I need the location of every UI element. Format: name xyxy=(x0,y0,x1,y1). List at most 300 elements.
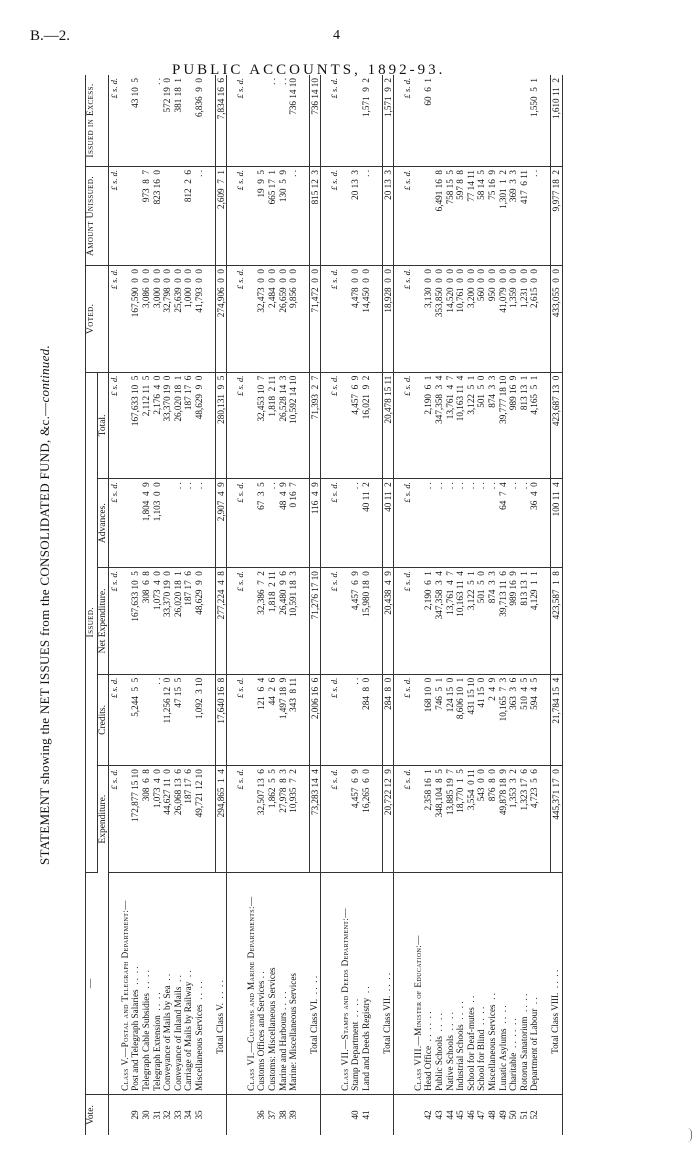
cell-voted: 1,000 0 0 xyxy=(183,265,194,372)
margin-mark xyxy=(683,1128,692,1142)
vote-number: 45 xyxy=(455,1110,466,1120)
cell-net: 26,020 18 1 xyxy=(173,568,184,675)
cell-tot: 1,818 2 11 xyxy=(267,372,278,479)
vote-number: 38 xyxy=(277,1110,288,1120)
cell-tot: 3,122 5 1 xyxy=(466,372,477,479)
cell-net: 26,480 9 6 xyxy=(278,568,289,675)
cell-un: 369 3 3 xyxy=(508,166,519,265)
vote-number: 41 xyxy=(361,1110,372,1120)
units-label: £ s. d. xyxy=(329,75,340,166)
units-label: £ s. d. xyxy=(402,479,413,568)
table-row xyxy=(194,75,205,1135)
cell-exp: 49,721 12 10 xyxy=(194,766,205,873)
class-heading-row xyxy=(413,75,424,1135)
cell-cred: 44 2 6 xyxy=(267,674,278,765)
cell-cred xyxy=(141,674,152,765)
units-label: £ s. d. xyxy=(109,265,120,372)
table-row xyxy=(288,75,299,1135)
vote-number: 32 xyxy=(162,1110,173,1120)
total-label: Total Class VI. . . . . xyxy=(309,872,321,1094)
page-title: PUBLIC ACCOUNTS, 1892-93. xyxy=(172,62,446,78)
vote-description: Native Schools . . . . xyxy=(445,872,456,1094)
table-row xyxy=(278,75,289,1135)
total-un: 20 13 3 xyxy=(382,166,394,265)
cell-un: . . xyxy=(361,166,372,265)
vote-number: 51 xyxy=(518,1110,529,1120)
class-heading-row xyxy=(246,75,257,1135)
table-row xyxy=(476,75,487,1135)
cell-adv: 64 7 4 xyxy=(498,479,509,568)
cell-exp: 13,885 19 7 xyxy=(445,766,456,873)
cell-ex xyxy=(466,75,477,166)
table-row xyxy=(350,75,361,1135)
cell-un: . . xyxy=(288,166,299,265)
total-cred: 284 8 0 xyxy=(382,674,394,765)
cell-un xyxy=(130,166,141,265)
class-heading: Class V.—Postal and Telegraph Department:— xyxy=(120,872,131,1094)
cell-adv: 67 3 5 xyxy=(256,479,267,568)
cell-un: 20 13 3 xyxy=(350,166,361,265)
cell-net: 15,980 18 0 xyxy=(361,568,372,675)
vote-description: Stamp Department . . . . xyxy=(350,872,361,1094)
cell-net: 187 17 6 xyxy=(183,568,194,675)
cell-exp: 10,935 7 2 xyxy=(288,766,299,873)
cell-ex xyxy=(350,75,361,166)
cell-tot: 33,370 19 0 xyxy=(162,372,173,479)
cell-tot: 989 16 9 xyxy=(508,372,519,479)
cell-un: 812 2 6 xyxy=(183,166,194,265)
cell-voted: 1,359 0 0 xyxy=(508,265,519,372)
cell-tot: 4,165 5 1 xyxy=(529,372,540,479)
units-label: £ s. d. xyxy=(109,75,120,166)
cell-ex xyxy=(141,75,152,166)
vote-description: Public Schools . . . . xyxy=(434,872,445,1094)
page-number: 4 xyxy=(333,28,340,43)
vote-number: 43 xyxy=(434,1110,445,1120)
vote-number: 36 xyxy=(256,1110,267,1120)
total-voted: 274,906 0 0 xyxy=(215,265,227,372)
cell-voted: 26,659 0 0 xyxy=(278,265,289,372)
cell-un: 130 5 9 xyxy=(278,166,289,265)
cell-adv: . . xyxy=(476,479,487,568)
cell-tot: 501 5 0 xyxy=(476,372,487,479)
cell-exp: 876 8 0 xyxy=(487,766,498,873)
cell-adv: . . xyxy=(194,479,205,568)
vote-number: 52 xyxy=(529,1110,540,1120)
cell-exp: 3,554 0 11 xyxy=(466,766,477,873)
cell-adv: 48 4 9 xyxy=(278,479,289,568)
col-unissued: Amount Unissued. xyxy=(86,166,109,265)
total-adv: 40 11 2 xyxy=(382,479,394,568)
cell-exp: 27,978 8 3 xyxy=(278,766,289,873)
table-row xyxy=(529,75,540,1135)
cell-exp: 32,507 13 6 xyxy=(256,766,267,873)
total-ex: 1,571 9 2 xyxy=(382,75,394,166)
cell-tot: 2,176 4 0 xyxy=(152,372,163,479)
units-label: £ s. d. xyxy=(329,265,340,372)
cell-un: 75 16 9 xyxy=(487,166,498,265)
units-label: £ s. d. xyxy=(402,75,413,166)
total-un: 2,609 7 1 xyxy=(215,166,227,265)
cell-voted: 32,798 0 0 xyxy=(162,265,173,372)
cell-un xyxy=(423,166,434,265)
col-description: — xyxy=(86,872,109,1094)
total-net: 71,276 17 10 xyxy=(309,568,321,675)
table-row xyxy=(130,75,141,1135)
cell-cred: 431 15 10 xyxy=(466,674,477,765)
cell-ex: . . xyxy=(267,75,278,166)
cell-adv: 1,804 4 9 xyxy=(141,479,152,568)
cell-net: 989 16 9 xyxy=(508,568,519,675)
cell-exp: 1,323 17 6 xyxy=(519,766,530,873)
total-label: Total Class V. . . . . xyxy=(215,872,227,1094)
cell-exp: 172,877 15 10 xyxy=(130,766,141,873)
cell-net: 13,761 4 7 xyxy=(445,568,456,675)
vote-number: 37 xyxy=(266,1110,277,1120)
cell-cred: 168 10 0 xyxy=(423,674,434,765)
units-label: £ s. d. xyxy=(109,766,120,873)
accounts-table xyxy=(85,75,563,1135)
col-voted: Voted. xyxy=(86,265,109,372)
vote-number: 40 xyxy=(350,1110,361,1120)
cell-voted: 2,484 0 0 xyxy=(267,265,278,372)
cell-adv: 1,103 0 0 xyxy=(152,479,163,568)
cell-voted: 2,615 0 0 xyxy=(529,265,540,372)
col-total: Total. xyxy=(97,372,109,479)
cell-cred: 8,606 10 1 xyxy=(455,674,466,765)
table-row xyxy=(487,75,498,1135)
cell-adv: . . xyxy=(455,479,466,568)
cell-cred: 10,165 7 3 xyxy=(498,674,509,765)
cell-net: 501 5 0 xyxy=(476,568,487,675)
cell-net: 347,358 3 4 xyxy=(434,568,445,675)
cell-exp: 18,770 1 5 xyxy=(455,766,466,873)
cell-tot: 10,592 14 10 xyxy=(288,372,299,479)
vote-description: Customs: Miscellaneous Services xyxy=(267,872,278,1094)
total-row xyxy=(309,75,321,1135)
cell-ex xyxy=(183,75,194,166)
total-ex: 736 14 10 xyxy=(309,75,321,166)
vote-number: 47 xyxy=(476,1110,487,1120)
units-label: £ s. d. xyxy=(109,568,120,675)
cell-tot: 187 17 6 xyxy=(183,372,194,479)
cell-un: 823 16 0 xyxy=(152,166,163,265)
units-label: £ s. d. xyxy=(235,766,246,873)
col-advances: Advances. xyxy=(97,479,109,568)
cell-cred: 2 4 9 xyxy=(487,674,498,765)
report-code: B.—2. xyxy=(30,28,71,44)
units-label: £ s. d. xyxy=(235,674,246,765)
units-label: £ s. d. xyxy=(235,568,246,675)
units-label: £ s. d. xyxy=(329,479,340,568)
total-ex: 1,610 11 2 xyxy=(550,75,562,166)
cell-un: 665 17 1 xyxy=(267,166,278,265)
cell-exp: 1,862 5 5 xyxy=(267,766,278,873)
cell-tot: 16,021 9 2 xyxy=(361,372,372,479)
cell-adv: 0 16 7 xyxy=(288,479,299,568)
cell-exp: 4,723 5 6 xyxy=(529,766,540,873)
cell-cred: 11,256 12 0 xyxy=(162,674,173,765)
cell-un xyxy=(162,166,173,265)
cell-exp: 49,878 18 9 xyxy=(498,766,509,873)
total-row xyxy=(215,75,227,1135)
vote-description: Rotorua Sanatorium . . . . xyxy=(519,872,530,1094)
units-label: £ s. d. xyxy=(329,568,340,675)
units-label: £ s. d. xyxy=(402,568,413,675)
cell-tot: 32,453 10 7 xyxy=(256,372,267,479)
units-label: £ s. d. xyxy=(329,372,340,479)
vote-number: 30 xyxy=(140,1110,151,1120)
units-label: £ s. d. xyxy=(109,674,120,765)
class-heading: Class VIII.—Minister of Education:— xyxy=(413,872,424,1094)
vote-description: Telegraph Extension . . . . xyxy=(152,872,163,1094)
cell-net: 1,818 2 11 xyxy=(267,568,278,675)
cell-adv: . . xyxy=(508,479,519,568)
vote-number: 50 xyxy=(508,1110,519,1120)
cell-ex xyxy=(445,75,456,166)
vote-number: 46 xyxy=(465,1110,476,1120)
cell-exp: 2,358 16 1 xyxy=(423,766,434,873)
vote-number: 49 xyxy=(497,1110,508,1120)
cell-ex xyxy=(519,75,530,166)
cell-cred: 1,092 3 10 xyxy=(194,674,205,765)
vote-number: 48 xyxy=(487,1110,497,1120)
table-row xyxy=(361,75,372,1135)
cell-exp: 308 6 8 xyxy=(141,766,152,873)
cell-net: 10,163 11 4 xyxy=(455,568,466,675)
cell-exp: 44,627 11 0 xyxy=(162,766,173,873)
cell-ex: 60 6 1 xyxy=(423,75,434,166)
cell-tot: 2,190 6 1 xyxy=(423,372,434,479)
total-net: 277,224 4 8 xyxy=(215,568,227,675)
table-row xyxy=(183,75,194,1135)
cell-cred: 363 3 6 xyxy=(508,674,519,765)
cell-tot: 347,358 3 4 xyxy=(434,372,445,479)
units-label: £ s. d. xyxy=(235,372,246,479)
cell-exp: 16,265 6 0 xyxy=(361,766,372,873)
cell-voted: 3,000 0 0 xyxy=(152,265,163,372)
rotated-statement xyxy=(37,75,677,1135)
vote-description: Customs Offices and Services . . xyxy=(256,872,267,1094)
vote-description: Department of Labour . . xyxy=(529,872,540,1094)
table-row xyxy=(141,75,152,1135)
cell-un: 417 6 11 xyxy=(519,166,530,265)
cell-net: 167,633 10 5 xyxy=(130,568,141,675)
cell-cred: 41 15 0 xyxy=(476,674,487,765)
cell-voted: 1,231 0 0 xyxy=(519,265,530,372)
table-row xyxy=(423,75,434,1135)
total-tot: 423,687 13 0 xyxy=(550,372,562,479)
cell-tot: 167,633 10 5 xyxy=(130,372,141,479)
table-row xyxy=(173,75,184,1135)
total-un: 815 12 3 xyxy=(309,166,321,265)
cell-cred: . . xyxy=(152,674,163,765)
cell-exp: 1,073 4 0 xyxy=(152,766,163,873)
total-voted: 433,055 0 0 xyxy=(550,265,562,372)
cell-voted: 3,130 0 0 xyxy=(423,265,434,372)
units-label: £ s. d. xyxy=(402,166,413,265)
vote-description: Land and Deeds Registry . . xyxy=(361,872,372,1094)
cell-net: 813 13 1 xyxy=(519,568,530,675)
cell-voted: 10,761 0 0 xyxy=(455,265,466,372)
cell-cred: 5,244 5 5 xyxy=(130,674,141,765)
total-exp: 294,865 1 4 xyxy=(215,766,227,873)
cell-cred: 746 5 1 xyxy=(434,674,445,765)
cell-voted: 167,590 0 0 xyxy=(130,265,141,372)
vote-description: Industrial Schools . . . . xyxy=(455,872,466,1094)
total-tot: 280,131 9 5 xyxy=(215,372,227,479)
class-heading-row xyxy=(340,75,351,1135)
cell-tot: 26,528 14 3 xyxy=(278,372,289,479)
cell-net: 32,386 7 2 xyxy=(256,568,267,675)
total-label: Total Class VII. . . . . xyxy=(382,872,394,1094)
cell-adv: . . xyxy=(487,479,498,568)
cell-un: 77 14 11 xyxy=(466,166,477,265)
col-excess: Issued in Excess. xyxy=(86,75,109,166)
cell-adv: 36 4 0 xyxy=(529,479,540,568)
cell-adv: . . xyxy=(423,479,434,568)
cell-adv: . . xyxy=(350,479,361,568)
cell-adv: . . xyxy=(466,479,477,568)
cell-ex: . . xyxy=(278,75,289,166)
cell-un: 58 14 5 xyxy=(476,166,487,265)
col-credits: Credits. xyxy=(97,674,109,765)
vote-description: Post and Telegraph Salaries . . . . xyxy=(130,872,141,1094)
cell-un: 6,491 16 8 xyxy=(434,166,445,265)
total-label: Total Class VIII. . . . . xyxy=(550,872,562,1094)
class-heading-row xyxy=(120,75,131,1135)
cell-ex: 6,836 9 0 xyxy=(194,75,205,166)
cell-ex xyxy=(455,75,466,166)
total-net: 20,438 4 9 xyxy=(382,568,394,675)
table-row xyxy=(445,75,456,1135)
cell-adv: . . xyxy=(445,479,456,568)
col-expenditure: Expenditure. xyxy=(97,766,109,873)
total-row xyxy=(550,75,562,1135)
total-cred: 21,784 15 4 xyxy=(550,674,562,765)
table-body xyxy=(109,75,562,1135)
cell-adv: . . xyxy=(183,479,194,568)
cell-net: 10,591 18 3 xyxy=(288,568,299,675)
total-cred: 2,006 16 6 xyxy=(309,674,321,765)
units-label: £ s. d. xyxy=(329,166,340,265)
cell-net: 3,122 5 1 xyxy=(466,568,477,675)
cell-exp: 1,353 3 2 xyxy=(508,766,519,873)
cell-tot: 13,761 4 7 xyxy=(445,372,456,479)
cell-adv xyxy=(130,479,141,568)
cell-net: 39,713 11 6 xyxy=(498,568,509,675)
vote-description: Head Office . . . . . . xyxy=(423,872,434,1094)
units-row xyxy=(402,75,413,1135)
cell-voted: 14,450 0 0 xyxy=(361,265,372,372)
cell-ex: 43 10 5 xyxy=(130,75,141,166)
cell-ex: 1,571 9 2 xyxy=(361,75,372,166)
cell-ex xyxy=(508,75,519,166)
units-label: £ s. d. xyxy=(402,265,413,372)
cell-un: . . xyxy=(529,166,540,265)
table-row xyxy=(152,75,163,1135)
cell-adv: . . xyxy=(434,479,445,568)
statement-heading xyxy=(37,75,53,1135)
cell-exp: 187 17 6 xyxy=(183,766,194,873)
vote-description: Lunatic Asylums . . . . xyxy=(498,872,509,1094)
units-label: £ s. d. xyxy=(235,265,246,372)
cell-ex: 736 14 10 xyxy=(288,75,299,166)
vote-description: School for Blind . . . . xyxy=(476,872,487,1094)
cell-cred: 124 15 0 xyxy=(445,674,456,765)
cell-voted: 41,079 0 0 xyxy=(498,265,509,372)
cell-voted: 14,520 0 0 xyxy=(445,265,456,372)
cell-ex: 381 18 1 xyxy=(173,75,184,166)
vote-description: Conveyance of Mails by Sea . . xyxy=(162,872,173,1094)
cell-un: 597 8 8 xyxy=(455,166,466,265)
table-row xyxy=(162,75,173,1135)
units-label: £ s. d. xyxy=(109,166,120,265)
table-row xyxy=(267,75,278,1135)
vote-description: Conveyance of Inland Mails . . xyxy=(173,872,184,1094)
statement-suffix: continued. xyxy=(37,345,52,403)
units-label: £ s. d. xyxy=(329,766,340,873)
cell-cred: 343 8 11 xyxy=(288,674,299,765)
units-label: £ s. d. xyxy=(402,372,413,479)
total-cred: 17,640 16 8 xyxy=(215,674,227,765)
statement-prefix: STATEMENT showing the NET ISSUES from the CONSOLIDATED FUND, &c.— xyxy=(37,402,52,866)
cell-voted: 32,473 0 0 xyxy=(256,265,267,372)
vote-number: 34 xyxy=(183,1110,194,1120)
cell-ex: 572 19 0 xyxy=(162,75,173,166)
cell-net: 2,190 6 1 xyxy=(423,568,434,675)
units-row xyxy=(235,75,246,1135)
total-un: 9,977 18 2 xyxy=(550,166,562,265)
cell-net: 33,370 19 0 xyxy=(162,568,173,675)
total-exp: 20,722 12 9 xyxy=(382,766,394,873)
cell-adv: . . xyxy=(267,479,278,568)
cell-tot: 4,457 6 9 xyxy=(350,372,361,479)
col-vote: Vote. xyxy=(86,1094,109,1135)
cell-exp: 4,457 6 9 xyxy=(350,766,361,873)
units-label: £ s. d. xyxy=(402,674,413,765)
cell-voted: 950 0 0 xyxy=(487,265,498,372)
vote-description: School for Deaf-mutes . . xyxy=(466,872,477,1094)
vote-number: 29 xyxy=(130,1110,141,1120)
total-tot: 71,393 2 7 xyxy=(309,372,321,479)
cell-tot: 39,777 18 10 xyxy=(498,372,509,479)
units-label: £ s. d. xyxy=(109,479,120,568)
cell-voted: 25,639 0 0 xyxy=(173,265,184,372)
cell-un: 758 15 5 xyxy=(445,166,456,265)
cell-un xyxy=(173,166,184,265)
vote-number: 35 xyxy=(193,1110,204,1120)
units-label: £ s. d. xyxy=(235,75,246,166)
class-heading: Class VI.—Customs and Marine Departments:— xyxy=(246,872,257,1094)
cell-cred: 1,497 18 9 xyxy=(278,674,289,765)
cell-voted: 41,793 0 0 xyxy=(194,265,205,372)
vote-number: 33 xyxy=(172,1110,183,1120)
cell-cred xyxy=(183,674,194,765)
cell-ex xyxy=(434,75,445,166)
cell-voted: 353,850 0 0 xyxy=(434,265,445,372)
units-label: £ s. d. xyxy=(402,766,413,873)
total-exp: 73,283 14 4 xyxy=(309,766,321,873)
cell-ex xyxy=(256,75,267,166)
vote-description: Telegraph Cable Subsidies . . . . xyxy=(141,872,152,1094)
total-voted: 71,472 0 0 xyxy=(309,265,321,372)
class-heading: Class VII.—Stamps and Deeds Department:— xyxy=(340,872,351,1094)
cell-cred: 47 15 5 xyxy=(173,674,184,765)
cell-tot: 2,112 11 5 xyxy=(141,372,152,479)
cell-adv xyxy=(162,479,173,568)
cell-exp: 26,068 13 6 xyxy=(173,766,184,873)
